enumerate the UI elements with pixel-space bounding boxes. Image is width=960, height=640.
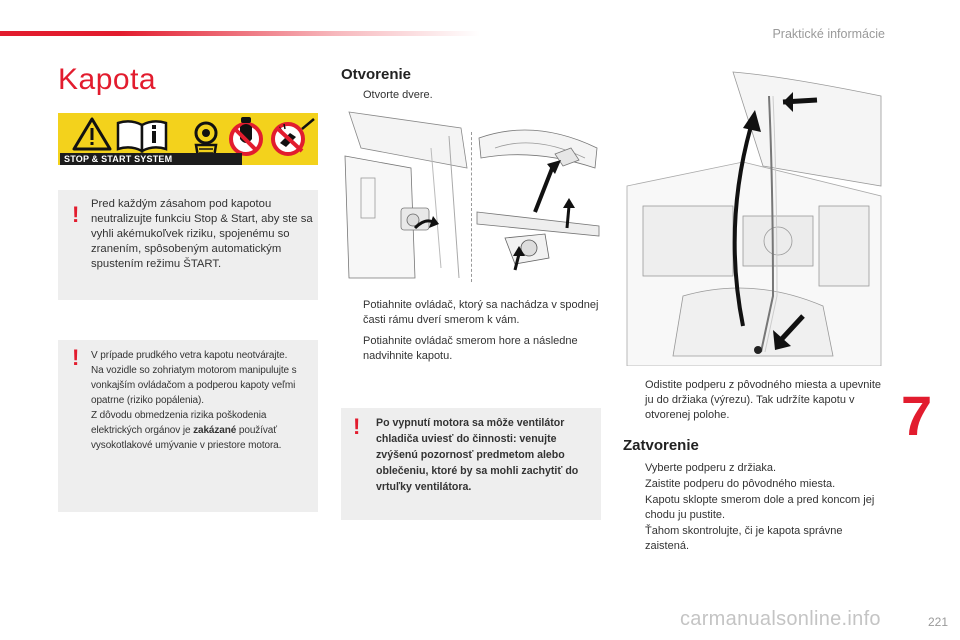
header-accent-bar [0, 31, 480, 36]
list-item [623, 378, 885, 423]
closing-step-4: Ťahom skontrolujte, či je kapota správne zaistená. [645, 525, 843, 552]
closing-step-1: Vyberte podperu z držiaka. [645, 462, 777, 474]
illustration-divider [471, 132, 472, 282]
warning-exclamation-icon: ! [353, 414, 361, 439]
watermark: carmanualsonline.info [680, 608, 881, 630]
opening-step-2: Potiahnite ovládač, ktorý sa nachádza v spodnej časti rámu dverí smerom k vám. [363, 299, 599, 326]
warning-line-heat: Na vozidle so zohriatym motorom manipulujte s vonkajším ovládačom a podperou kapoty veľmi opatrne (riziko popálenia). [91, 365, 297, 406]
list-item [341, 298, 601, 328]
no-touch-icon [231, 117, 261, 154]
opening-step-1: Otvorte dvere. [363, 89, 433, 101]
section-title: Praktické informácie [772, 27, 885, 41]
list-item [623, 477, 885, 492]
closing-heading: Zatvorenie [623, 437, 699, 454]
warning-box-fan [341, 408, 601, 520]
illustration-bonnet-stay [623, 66, 883, 366]
opening-step-3: Potiahnite ovládač smerom hore a následne nadvihnite kapotu. [363, 335, 578, 362]
page-number: 221 [927, 615, 948, 629]
page-title: Kapota [58, 63, 157, 96]
illustration-bonnet-lever [475, 108, 601, 284]
safety-pictogram-banner [58, 113, 318, 165]
warning-exclamation-icon: ! [72, 202, 80, 227]
list-item [341, 88, 601, 103]
opening-step-4: Odistite podperu z pôvodného miesta a upevnite ju do držiaka (výrezu). Tak udržíte kapotu v otvorenej polohe. [645, 379, 882, 421]
warning-box-wind-heat [58, 340, 318, 512]
closing-step-2: Zaistite podperu do pôvodného miesta. [645, 478, 836, 490]
warning-emphasis: zakázané [193, 425, 237, 436]
list-item [623, 461, 885, 476]
list-item [623, 524, 885, 554]
warning-triangle-icon [74, 119, 110, 149]
warning-text: Po vypnutí motora sa môže ventilátor chladiča uviesť do činnosti: venujte zvýšenú pozornosť predmetom alebo oblečeniu, ktoré by sa mohli zachytiť do vrtuľky ventilátora. [376, 417, 579, 493]
no-spray-icon [273, 119, 314, 154]
warning-line-electrical: Z dôvodu obmedzenia rizika poškodenia elektrických orgánov je [91, 410, 267, 436]
warning-line-wind: V prípade prudkého vetra kapotu neotvárajte. [91, 350, 288, 361]
warning-exclamation-icon: ! [72, 345, 80, 370]
fan-icon [196, 123, 216, 157]
manual-book-icon [118, 121, 166, 151]
warning-text [91, 348, 313, 453]
stop-start-label: STOP & START SYSTEM [60, 153, 242, 165]
warning-text: Pred každým zásahom pod kapotou neutralizujte funkciu Stop & Start, aby ste sa vyhli akémukoľvek riziku, spojenému so zranením, spôsobeným automatickým spustením režimu ŠTART. [91, 198, 313, 270]
illustration-door-lever [341, 108, 469, 284]
warning-line-washing: používať vysokotlakové umývanie v priestore motora. [91, 425, 282, 451]
list-item [623, 493, 885, 523]
closing-step-3: Kapotu sklopte smerom dole a pred koncom jej chodu ju pustite. [645, 494, 875, 521]
warning-box-stop-start [58, 190, 318, 300]
chapter-number: 7 [901, 384, 933, 447]
list-item [341, 334, 601, 364]
opening-heading: Otvorenie [341, 66, 412, 83]
